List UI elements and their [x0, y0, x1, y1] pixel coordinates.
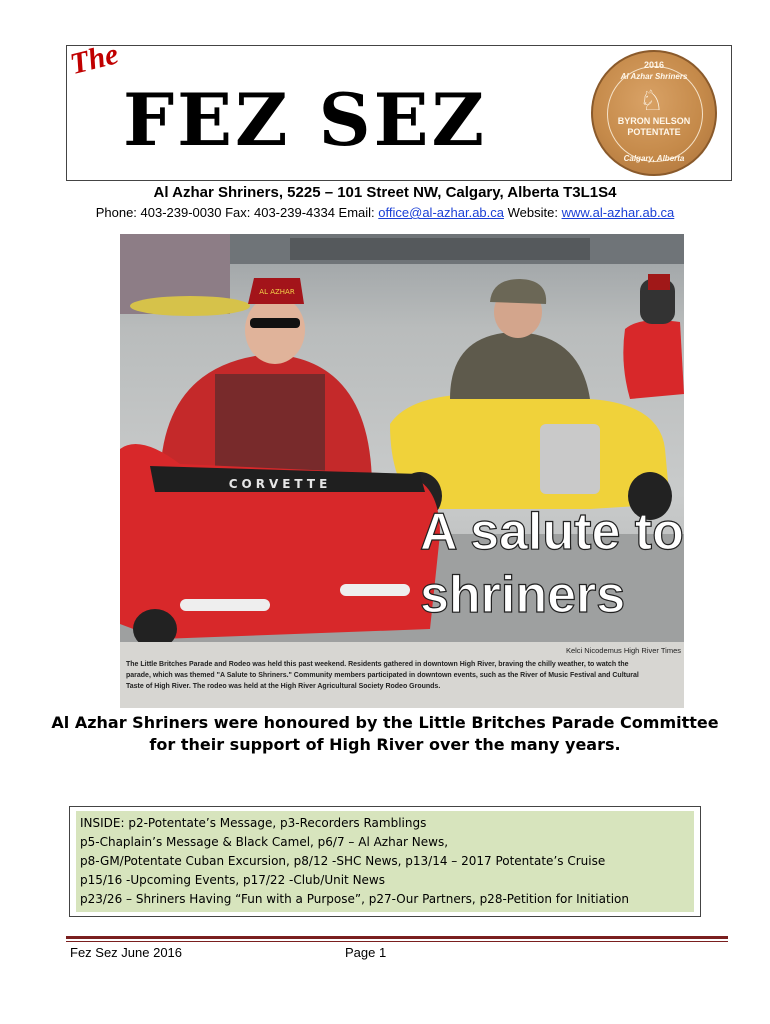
photo-caption-line3: Taste of High River. The rodeo was held at the High River Agricultural Society Rodeo Grounds. [126, 683, 441, 690]
small-red-car [623, 320, 684, 399]
contact-website-label: Website: [504, 205, 562, 220]
masthead [66, 37, 732, 181]
contact-phone-fax: Phone: 403-239-0030 Fax: 403-239-4334 Email: [95, 205, 379, 220]
corvette-headlight-left [180, 599, 270, 611]
potentate-seal [591, 50, 717, 176]
corvette-label: CORVETTE [228, 477, 332, 491]
seal-year: 2016 [643, 60, 665, 70]
camel-icon: ♘ [639, 85, 665, 116]
photo-overlay-line2: shriners [420, 566, 626, 624]
parade-photo [120, 234, 684, 708]
inside-contents-box [69, 806, 701, 917]
contact-line [0, 205, 770, 220]
photo-overlay-line1: A salute to [420, 503, 684, 561]
background-vehicles [290, 238, 590, 260]
background-yellow-car [130, 296, 250, 316]
inside-line-1: INSIDE: p2-Potentate’s Message, p3-Recorders Ramblings [80, 816, 427, 830]
footer-page-number: Page 1 [345, 945, 387, 960]
seal-potentate-role: POTENTATE [627, 127, 681, 137]
yellow-car-driver-jacket [450, 332, 590, 399]
footer-rule-thick [66, 936, 728, 939]
footer-issue: Fez Sez June 2016 [70, 945, 183, 960]
seal-top-text: Al Azhar Shriners [620, 72, 688, 81]
corvette-driver-sunglasses [250, 318, 300, 328]
inside-contents-fill [76, 811, 694, 912]
address-line: Al Azhar Shriners, 5225 – 101 Street NW, Calgary, Alberta T3L1S4 [153, 184, 617, 201]
yellow-car-driver-cap [490, 279, 546, 304]
corvette-headlight-right [340, 584, 410, 596]
footer-rule-thin [66, 941, 728, 942]
headline-line2: for their support of High River over the many years. [149, 735, 621, 754]
inside-line-3: p8-GM/Potentate Cuban Excursion, p8/12 -SHC News, p13/14 – 2017 Potentate’s Cruise [80, 854, 606, 868]
fez-label: AL AZHAR [259, 288, 295, 296]
seal-bottom-text: Calgary, Alberta [623, 154, 685, 163]
newsletter-title: FEZ SEZ [123, 77, 488, 162]
inside-line-2: p5-Chaplain’s Message & Black Camel, p6/7 – Al Azhar News, [80, 835, 449, 849]
photo-caption-line1: The Little Britches Parade and Rodeo was held this past weekend. Residents gathered in downtown High River, braving the chilly weather, to watch the [126, 661, 629, 668]
photo-credit: Kelci Nicodemus High River Times [565, 646, 681, 655]
photo-caption-line2: parade, which was themed "A Salute to Shriners." Community members participated in downtown events, such as the River of Music Festival and Cultural [126, 672, 639, 679]
email-link[interactable]: office@al-azhar.ab.ca [378, 205, 504, 220]
parade-photo-illustration [120, 234, 684, 708]
masthead-the-word: The [66, 37, 122, 82]
yellow-car-grille [540, 424, 600, 494]
seal-potentate-name: BYRON NELSON [617, 116, 691, 126]
corvette-driver-face [245, 296, 305, 364]
website-link[interactable]: www.al-azhar.ab.ca [561, 205, 675, 220]
headline-line1: Al Azhar Shriners were honoured by the Little Britches Parade Committee [51, 713, 719, 732]
inside-line-4: p15/16 -Upcoming Events, p17/22 -Club/Unit News [80, 873, 385, 887]
small-car-driver-fez [648, 274, 670, 290]
front-page-headline [0, 712, 770, 756]
inside-line-5: p23/26 – Shriners Having “Fun with a Purpose”, p27-Our Partners, p28-Petition for Initiation [80, 892, 629, 906]
